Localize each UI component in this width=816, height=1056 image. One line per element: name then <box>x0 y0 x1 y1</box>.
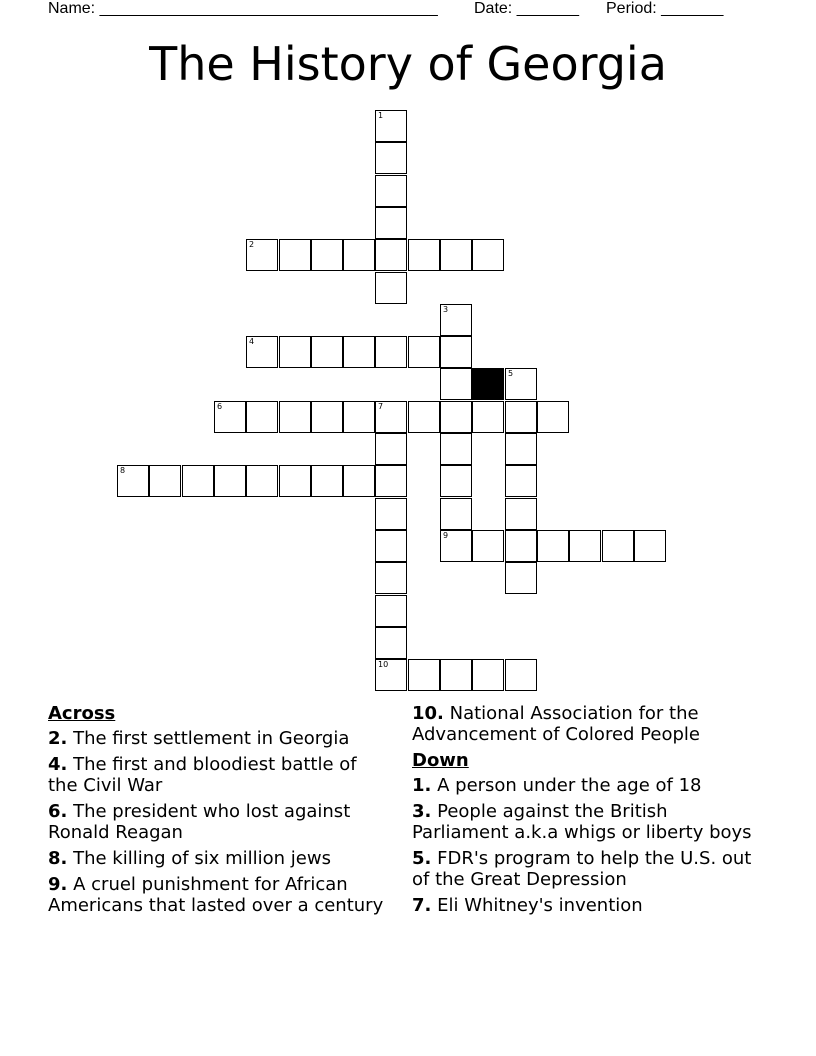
down-clue-1: 1. A person under the age of 18 <box>412 775 702 796</box>
crossword-cell[interactable] <box>408 336 440 368</box>
crossword-cell[interactable] <box>440 659 472 691</box>
period-field-label: Period: _______ <box>606 0 724 17</box>
crossword-cell[interactable] <box>343 401 375 433</box>
crossword-cell[interactable] <box>375 498 407 530</box>
crossword-cell[interactable] <box>311 401 343 433</box>
crossword-cell[interactable] <box>472 401 504 433</box>
across-clue-6: 6. The president who lost against Ronald Reagan <box>48 801 351 843</box>
clue-number: 7 <box>378 402 384 411</box>
date-field-label: Date: _______ <box>474 0 579 17</box>
crossword-cell[interactable] <box>375 401 407 433</box>
clues-section <box>48 703 768 1003</box>
crossword-cell[interactable] <box>311 239 343 271</box>
crossword-cell[interactable] <box>505 498 537 530</box>
crossword-cell[interactable] <box>505 530 537 562</box>
down-clue-3: 3. People against the British Parliament a.k.a whigs or liberty boys <box>412 801 752 843</box>
clues-column-right <box>412 703 752 921</box>
crossword-cell[interactable] <box>343 465 375 497</box>
crossword-cell[interactable] <box>182 465 214 497</box>
crossword-cell[interactable] <box>246 401 278 433</box>
crossword-cell[interactable] <box>440 401 472 433</box>
crossword-cell[interactable] <box>375 110 407 142</box>
crossword-cell[interactable] <box>117 465 149 497</box>
crossword-cell[interactable] <box>279 336 311 368</box>
clue-number: 10 <box>378 660 389 669</box>
down-heading: Down <box>412 750 469 771</box>
crossword-cell[interactable] <box>537 530 569 562</box>
crossword-cell[interactable] <box>408 659 440 691</box>
clue-number: 4 <box>249 337 255 346</box>
down-clue-5: 5. FDR's program to help the U.S. out of the Great Depression <box>412 848 752 890</box>
crossword-cell[interactable] <box>375 562 407 594</box>
crossword-cell[interactable] <box>505 401 537 433</box>
crossword-cell[interactable] <box>343 336 375 368</box>
crossword-cell[interactable] <box>375 530 407 562</box>
crossword-cell[interactable] <box>537 401 569 433</box>
crossword-cell[interactable] <box>246 336 278 368</box>
crossword-cell[interactable] <box>408 401 440 433</box>
crossword-cell[interactable] <box>472 239 504 271</box>
crossword-cell[interactable] <box>246 239 278 271</box>
crossword-cell[interactable] <box>472 530 504 562</box>
crossword-cell[interactable] <box>311 336 343 368</box>
crossword-cell[interactable] <box>311 465 343 497</box>
crossword-cell[interactable] <box>375 336 407 368</box>
across-clue-10: 10. National Association for the Advancement of Colored People <box>412 703 700 745</box>
crossword-cell[interactable] <box>246 465 278 497</box>
clue-number: 6 <box>217 402 223 411</box>
crossword-cell[interactable] <box>505 368 537 400</box>
crossword-cell[interactable] <box>505 433 537 465</box>
crossword-cell[interactable] <box>440 465 472 497</box>
crossword-cell[interactable] <box>440 336 472 368</box>
crossword-cell[interactable] <box>214 401 246 433</box>
crossword-cell[interactable] <box>569 530 601 562</box>
crossword-cell[interactable] <box>279 239 311 271</box>
crossword-cell[interactable] <box>602 530 634 562</box>
crossword-cell[interactable] <box>343 239 375 271</box>
crossword-cell[interactable] <box>440 368 472 400</box>
crossword-cell[interactable] <box>375 142 407 174</box>
crossword-cell[interactable] <box>440 239 472 271</box>
crossword-cell[interactable] <box>279 401 311 433</box>
clue-number: 9 <box>443 531 449 540</box>
across-clue-8: 8. The killing of six million jews <box>48 848 331 869</box>
clues-column-left <box>48 703 388 921</box>
crossword-cell[interactable] <box>375 659 407 691</box>
clue-number: 1 <box>378 111 384 120</box>
crossword-cell[interactable] <box>375 465 407 497</box>
name-field-label: Name: ______________________________________ <box>48 0 438 17</box>
crossword-cell[interactable] <box>375 207 407 239</box>
crossword-cell[interactable] <box>375 595 407 627</box>
crossword-cell[interactable] <box>375 239 407 271</box>
across-heading: Across <box>48 703 116 724</box>
clue-number: 3 <box>443 305 449 314</box>
crossword-cell[interactable] <box>375 627 407 659</box>
crossword-cell[interactable] <box>440 530 472 562</box>
crossword-cell[interactable] <box>440 304 472 336</box>
crossword-cell[interactable] <box>214 465 246 497</box>
page-title: The History of Georgia <box>149 37 667 91</box>
crossword-cell[interactable] <box>375 175 407 207</box>
across-clue-4: 4. The first and bloodiest battle of the Civil War <box>48 754 357 796</box>
crossword-cell[interactable] <box>472 659 504 691</box>
down-clue-7: 7. Eli Whitney's invention <box>412 895 643 916</box>
crossword-block-cell <box>472 368 504 400</box>
crossword-cell[interactable] <box>375 272 407 304</box>
clue-number: 5 <box>508 369 514 378</box>
crossword-cell[interactable] <box>505 465 537 497</box>
crossword-cell[interactable] <box>375 433 407 465</box>
clue-number: 8 <box>120 466 126 475</box>
crossword-cell[interactable] <box>440 498 472 530</box>
crossword-cell[interactable] <box>505 659 537 691</box>
crossword-cell[interactable] <box>149 465 181 497</box>
clue-number: 2 <box>249 240 255 249</box>
crossword-cell[interactable] <box>505 562 537 594</box>
across-clue-2: 2. The first settlement in Georgia <box>48 728 350 749</box>
crossword-cell[interactable] <box>408 239 440 271</box>
crossword-cell[interactable] <box>634 530 666 562</box>
crossword-cell[interactable] <box>440 433 472 465</box>
crossword-cell[interactable] <box>279 465 311 497</box>
across-clue-9: 9. A cruel punishment for African Americans that lasted over a century <box>48 874 384 916</box>
